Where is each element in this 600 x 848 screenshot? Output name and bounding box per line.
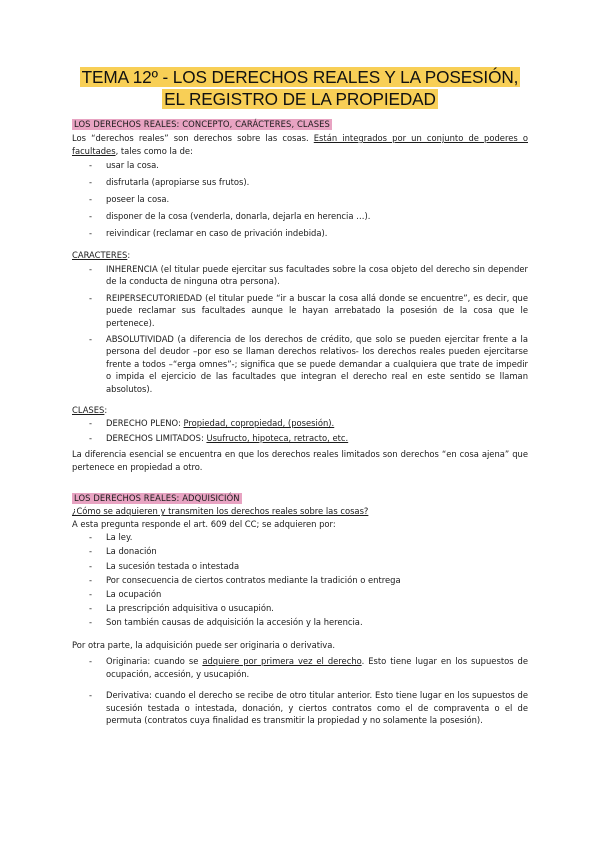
list-item: - poseer la cosa. [89, 193, 170, 204]
list-item: - La sucesión testada o intestada [89, 560, 240, 571]
classes-heading: CLASES: [72, 404, 108, 415]
section-heading-concepto: LOS DERECHOS REALES: CONCEPTO, CARÁCTERES, CLASES [74, 119, 330, 129]
characters-heading: CARACTERES: [72, 250, 131, 261]
classes-list [72, 417, 528, 444]
list-item: - usar la cosa. [89, 160, 159, 170]
list-item: - La donación [89, 546, 157, 557]
document-title [72, 66, 528, 110]
document-page [72, 66, 528, 727]
acquisition-question: ¿Cómo se adquieren y transmiten los derechos reales sobre las cosas? [72, 506, 369, 517]
title-line-1: TEMA 12º - LOS DERECHOS REALES Y LA POSESIÓN, [81, 67, 519, 87]
list-item-derivativa: - Derivativa: cuando el derecho se recibe de otro titular anterior. Esto tiene lugar en los supuestos de sucesión testada o intestada, donación, y ciertos contratos como el de compraventa o el de permuta (contratos cuya finalidad es transmitir la propiedad y no solamente la posesión). [89, 690, 528, 726]
section-heading-adquisicion: LOS DERECHOS REALES: ADQUISICIÓN [74, 493, 240, 504]
list-item: - reivindicar (reclamar en caso de privación indebida). [89, 227, 328, 238]
intro-paragraph: Los “derechos reales” son derechos sobre las cosas. Están integrados por un conjunto de poderes o facultades, tales como la de: [72, 133, 528, 156]
answer-intro: A esta pregunta responde el art. 609 del CC; se adquieren por: [72, 518, 336, 529]
characters-list [72, 263, 528, 395]
acquisition-types-list [72, 655, 528, 727]
acquisition-types-intro: Por otra parte, la adquisición puede ser originaria o derivativa. [72, 639, 336, 650]
acquisition-ways-list [72, 531, 528, 629]
list-item: - INHERENCIA (el titular puede ejercitar sus facultades sobre la cosa objeto del derecho sin depender de la conducta de ninguna otra persona). [89, 263, 528, 287]
list-item: - La ocupación [89, 589, 162, 600]
powers-list [72, 159, 528, 239]
list-item: - Son también causas de adquisición la accesión y la herencia. [89, 617, 363, 628]
list-item: - disfrutarla (apropiarse sus frutos). [89, 176, 250, 187]
list-item: - Por consecuencia de ciertos contratos mediante la tradición o entrega [89, 574, 401, 585]
list-item: - La ley. [89, 532, 133, 543]
list-item: - La prescripción adquisitiva o usucapión. [89, 603, 274, 614]
list-item: - DERECHOS LIMITADOS: Usufructo, hipoteca, retracto, etc. [89, 432, 349, 443]
list-item: - ABSOLUTIVIDAD (a diferencia de los derechos de crédito, que solo se pueden ejercitar frente a la persona del deudor –por eso se llaman derechos relativos- los derechos reales pueden ejercitarse frente a todos –“erga omnes”-; significa que se puede demandar a cualquiera que trate de impedir o impida el ejercicio de las facultades que integran el derecho real en este sentido se llaman absolutos). [89, 333, 528, 394]
list-item: - DERECHO PLENO: Propiedad, copropiedad, (posesión). [89, 418, 335, 429]
list-item-originaria: - Originaria: cuando se adquiere por primera vez el derecho. Esto tiene lugar en los supuestos de ocupación, accesión, y usucapión. [89, 656, 529, 679]
title-line-2: EL REGISTRO DE LA PROPIEDAD [164, 89, 436, 109]
list-item: - REIPERSECUTORIEDAD (el titular puede “ir a buscar la cosa allá donde se encuentre”, es decir, que puede reclamar sus facultades aunque le hayan arrebatado la posesión de la cosa que le pertenece). [89, 292, 528, 328]
list-item: - disponer de la cosa (venderla, donarla, dejarla en herencia …). [89, 210, 371, 221]
difference-paragraph: La diferencia esencial se encuentra en que los derechos reales limitados son derechos “en cosa ajena” que pertenece en propiedad a otro. [72, 449, 528, 472]
